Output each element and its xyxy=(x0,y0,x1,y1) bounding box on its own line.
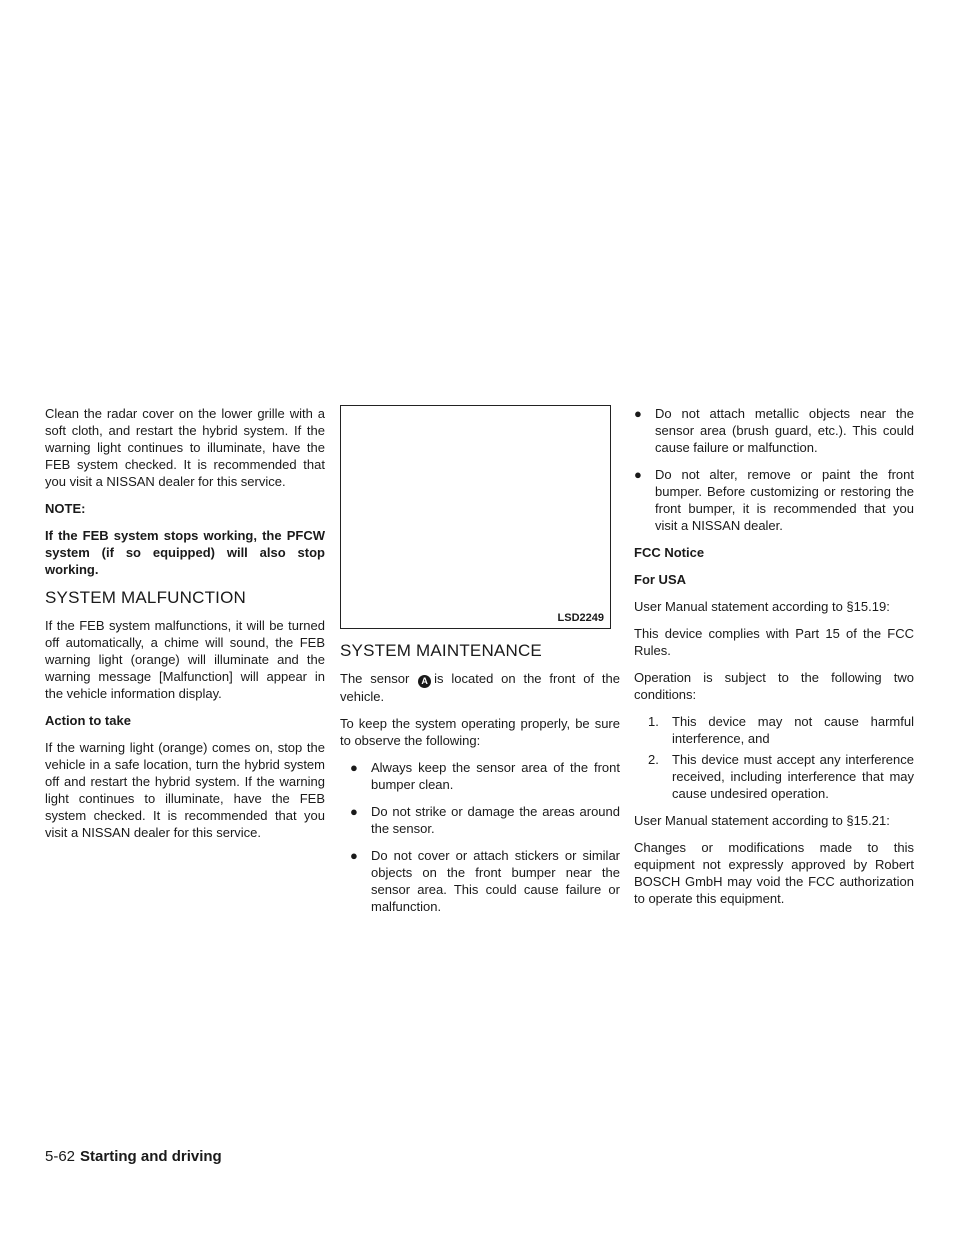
bullet-icon: ● xyxy=(634,406,642,421)
sensor-figure xyxy=(340,405,611,629)
paragraph-complies: This device complies with Part 15 of the FCC Rules. xyxy=(634,626,914,658)
marker-a-icon: A xyxy=(418,675,431,688)
page-footer xyxy=(45,1148,222,1165)
paragraph-operation: Operation is subject to the following two conditions: xyxy=(634,670,914,702)
heading-system-malfunction: SYSTEM MALFUNCTION xyxy=(45,588,247,607)
section-title: Starting and driving xyxy=(80,1148,222,1165)
paragraph-15-21: User Manual statement according to §15.21: xyxy=(634,813,890,828)
sensor-text-pre: The sensor xyxy=(340,671,410,686)
paragraph-15-19: User Manual statement according to §15.19: xyxy=(634,599,890,614)
paragraph-radar-cover: Clean the radar cover on the lower grille with a soft cloth, and restart the hybrid system. If the warning light continues to illuminate, have the FEB system checked. It is recommended that you visit a NISSAN dealer for this service. xyxy=(45,406,325,489)
sensor-text-post: is located on the front of the vehicle. xyxy=(340,671,620,704)
list-item: ● Do not strike or damage the areas around the sensor. xyxy=(350,804,620,836)
column-left xyxy=(45,405,325,851)
paragraph-malfunction: If the FEB system malfunctions, it will be turned off automatically, a chime will sound, the FEB warning light (orange) will illuminate and the warning message [Malfunction] will appear in the vehicle information display. xyxy=(45,618,325,701)
list-item: ● Always keep the sensor area of the front bumper clean. xyxy=(350,760,620,792)
bullet-icon: ● xyxy=(634,467,642,482)
list-item: ● Do not cover or attach stickers or similar objects on the front bumper near the sensor area. This could cause failure or malfunction. xyxy=(350,848,620,914)
numbered-item: 2. This device must accept any interference received, including interference that may cause undesired operation. xyxy=(648,752,914,801)
fcc-notice-label: FCC Notice xyxy=(634,545,705,560)
column-right xyxy=(634,405,914,917)
heading-system-maintenance: SYSTEM MAINTENANCE xyxy=(340,641,542,660)
action-label: Action to take xyxy=(45,713,131,728)
figure-code: LSD2249 xyxy=(557,612,604,624)
list-item: ● Do not alter, remove or paint the front bumper. Before customizing or restoring the front bumper, it is recommended that you visit a NISSAN dealer. xyxy=(634,467,914,533)
note-label: NOTE: xyxy=(45,501,86,516)
paragraph-keep: To keep the system operating properly, be sure to observe the following: xyxy=(340,716,620,748)
page-number: 5-62 xyxy=(45,1148,76,1165)
column-middle xyxy=(340,405,620,925)
paragraph-changes: Changes or modifications made to this equipment not expressly approved by Robert BOSCH GmbH may void the FCC authorization to operate this equipment. xyxy=(634,840,914,906)
note-text: If the FEB system stops working, the PFCW system (if so equipped) will also stop working. xyxy=(45,528,325,577)
bullet-icon: ● xyxy=(350,804,358,819)
bullet-icon: ● xyxy=(350,760,358,775)
numbered-item: 1. This device may not cause harmful interference, and xyxy=(648,714,914,746)
list-item: ● Do not attach metallic objects near the sensor area (brush guard, etc.). This could cause failure or malfunction. xyxy=(634,406,914,455)
paragraph-sensor xyxy=(340,670,620,705)
bullet-icon: ● xyxy=(350,848,358,863)
for-usa-label: For USA xyxy=(634,572,686,587)
paragraph-action: If the warning light (orange) comes on, stop the vehicle in a safe location, turn the hybrid system off and restart the hybrid system. If the warning light continues to illuminate, have the FEB system checked. It is recommended that you visit a NISSAN dealer for this service. xyxy=(45,740,325,840)
